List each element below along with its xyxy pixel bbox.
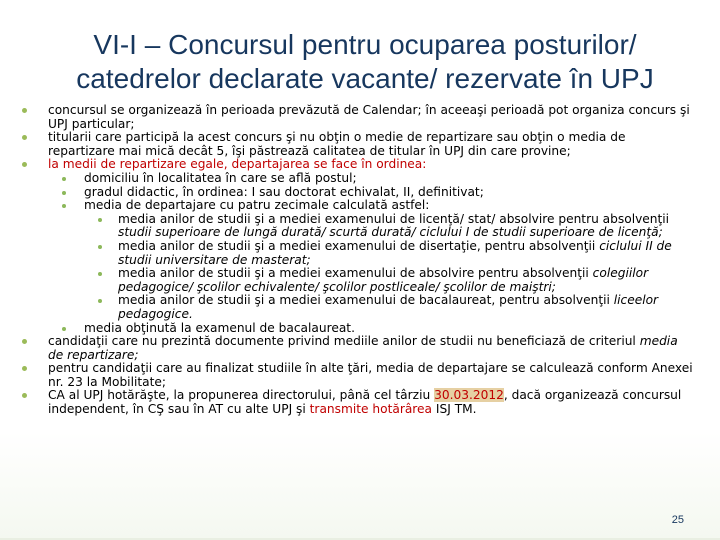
bullet-dot-icon	[22, 135, 27, 140]
sub-sub-bullet-item	[16, 294, 696, 321]
sub-sub-bullet-item	[16, 267, 696, 294]
bullet-dot-icon	[62, 177, 66, 181]
bullet-text: media obţinută la examenul de bacalaureat.	[84, 320, 355, 335]
sub-bullet-item	[16, 172, 696, 186]
slide-body	[16, 104, 696, 417]
bullet-dot-icon	[22, 366, 27, 371]
bullet-text: la medii de repartizare egale, departajarea se face în ordinea:	[48, 157, 427, 172]
bullet-text: gradul didactic, în ordinea: I sau doctorat echivalat, II, definitivat;	[84, 184, 484, 199]
title-line-2: catedrelor declarate vacante/ rezervate în UPJ	[76, 63, 654, 94]
sub-sub-bullet-item	[16, 240, 696, 267]
bullet-dot-icon	[22, 393, 27, 398]
bullet-dot-icon	[22, 108, 27, 113]
bullet-text-italic: media de repartizare;	[48, 334, 678, 362]
bullet-dot-icon	[98, 299, 102, 303]
bullet-text: titularii care participă la acest concurs şi nu obţin o medie de repartizare sau obţin o media de repartizare mai mică decât 5, îşi păstrează calitatea de titular în UPJ din care provine;	[48, 130, 626, 158]
bullet-text: , dacă organizează concursul independent, în CŞ sau în AT cu alte UPJ şi	[48, 388, 682, 417]
sub-bullet-item	[16, 186, 696, 200]
page-number: 25	[671, 514, 684, 526]
bullet-text: media anilor de studii şi a mediei examenului de absolvire pentru absolvenţii	[118, 266, 593, 281]
bullet-item	[16, 131, 696, 158]
bullet-text: media anilor de studii şi a mediei examenului de disertaţie, pentru absolvenţii	[118, 238, 600, 253]
sub-bullet-item	[16, 199, 696, 213]
bullet-dot-icon	[98, 245, 102, 249]
bullet-dot-icon	[22, 162, 27, 167]
bullet-text-italic: liceelor pedagogice.	[118, 293, 659, 321]
sub-sub-bullet-item	[16, 213, 696, 240]
bullet-text-emphasis: transmite hotărârea	[309, 402, 433, 417]
bullet-text-italic: colegiilor pedagogice/ şcolilor echivalente/ şcolilor postliceale/ şcolilor de maiştri;	[118, 266, 649, 294]
bullet-item-emphasis	[16, 158, 696, 172]
title-line-1: VI-I – Concursul pentru ocuparea posturilor/	[93, 29, 637, 60]
bullet-dot-icon	[62, 191, 66, 195]
bullet-dot-icon	[62, 204, 66, 208]
deadline-date-highlight: 30.03.2012	[434, 388, 504, 403]
bullet-item	[16, 362, 696, 389]
bullet-item	[16, 335, 696, 362]
bullet-text-italic: studii superioare de lungă durată/ scurtă durată/ ciclului I de studii superioare de licenţă;	[118, 225, 663, 240]
bullet-text: candidaţii care nu prezintă documente privind mediile anilor de studii nu beneficiază de criteriul	[48, 334, 640, 349]
bullet-text: pentru candidaţii care au finalizat studiile în alte ţări, media de departajare se calculează conform Anexei nr. 23 la Mobilitate;	[48, 361, 693, 389]
bullet-text: media de departajare cu patru zecimale calculată astfel:	[84, 198, 430, 213]
bullet-text: media anilor de studii şi a mediei examenului de licenţă/ stat/ absolvire pentru absolvenţii	[118, 211, 670, 226]
bullet-text: media anilor de studii şi a mediei examenului de bacalaureat, pentru absolvenţii	[118, 293, 614, 308]
slide-title	[30, 28, 700, 96]
bullet-item	[16, 389, 696, 416]
bullet-text: ISJ TM.	[432, 402, 477, 417]
bullet-dot-icon	[22, 339, 27, 344]
bullet-dot-icon	[62, 327, 66, 331]
bullet-item	[16, 104, 696, 131]
bullet-text-italic: ciclului II de studii universitare de masterat;	[118, 238, 672, 267]
sub-bullet-item	[16, 322, 696, 336]
bullet-dot-icon	[98, 218, 102, 222]
bullet-text: concursul se organizează în perioada prevăzută de Calendar; în aceeaşi perioadă pot organiza concurs şi UPJ particular;	[48, 103, 690, 131]
bullet-text: CA al UPJ hotărăşte, la propunerea directorului, până cel târziu	[48, 388, 435, 403]
bullet-text: domiciliu în localitatea în care se află postul;	[84, 170, 357, 185]
bullet-dot-icon	[98, 272, 102, 276]
